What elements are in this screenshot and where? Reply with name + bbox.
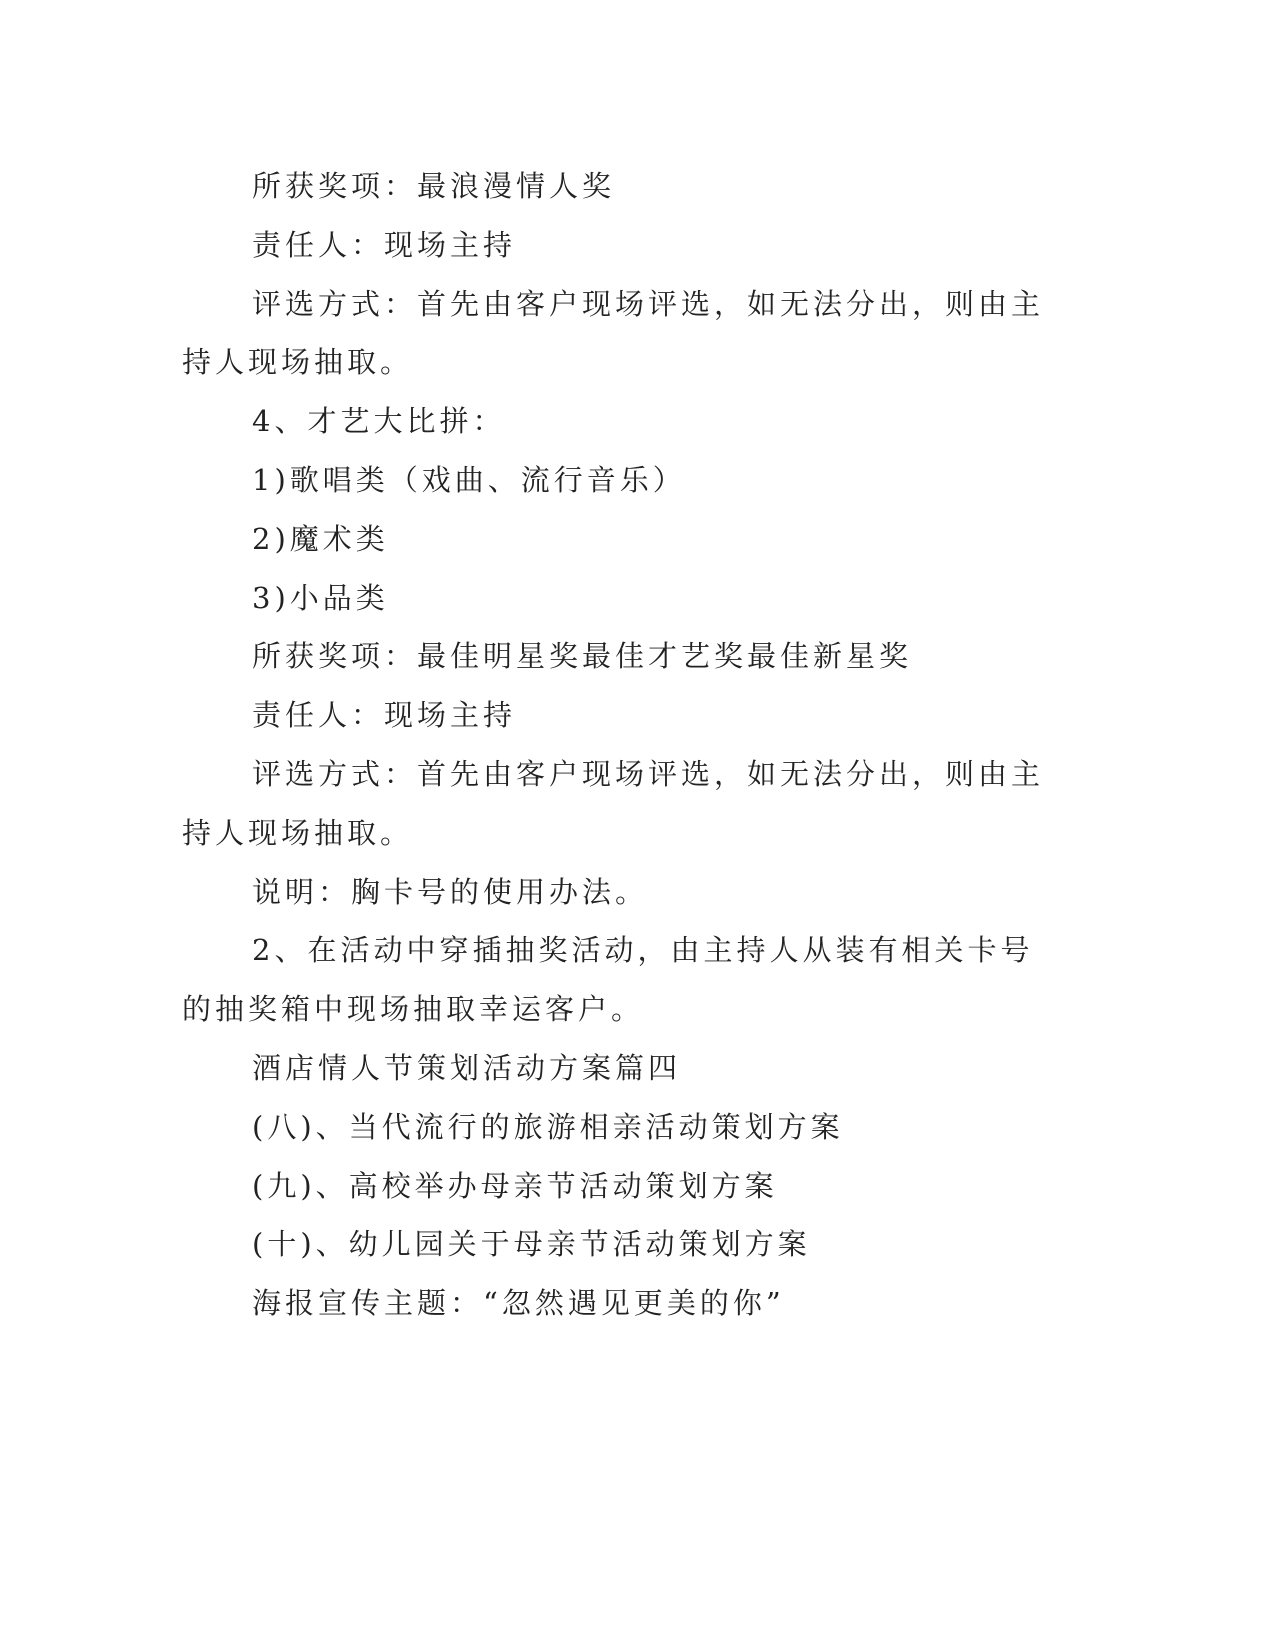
selection-method-paragraph: 评选方式：首先由客户现场评选，如无法分出，则由主持人现场抽取。 [182, 286, 1045, 380]
poster-theme-paragraph: 海报宣传主题：“忽然遇见更美的你” [252, 1286, 785, 1321]
list-item-kindergarten-mothers-day: (十)、幼儿园关于母亲节活动策划方案 [252, 1227, 811, 1262]
section-heading: 酒店情人节策划活动方案篇四 [252, 1050, 682, 1085]
list-item-magic: 2)魔术类 [252, 521, 389, 556]
list-item-travel-matchmaking: (八)、当代流行的旅游相亲活动策划方案 [252, 1109, 844, 1144]
selection-method-paragraph: 评选方式：首先由客户现场评选，如无法分出，则由主持人现场抽取。 [182, 756, 1045, 850]
responsible-paragraph: 责任人：现场主持 [252, 698, 517, 733]
lottery-paragraph: 2、在活动中穿插抽奖活动，由主持人从装有相关卡号的抽奖箱中现场抽取幸运客户。 [182, 933, 1034, 1027]
responsible-paragraph: 责任人：现场主持 [252, 227, 517, 262]
badge-usage-paragraph: 说明：胸卡号的使用办法。 [252, 874, 649, 909]
award-paragraph: 所获奖项：最佳明星奖最佳才艺奖最佳新星奖 [252, 639, 913, 674]
talent-contest-heading: 4、才艺大比拼： [252, 404, 506, 439]
list-item-singing: 1)歌唱类（戏曲、流行音乐） [252, 462, 686, 497]
list-item-university-mothers-day: (九)、高校举办母亲节活动策划方案 [252, 1168, 778, 1203]
list-item-sketch: 3)小品类 [252, 580, 389, 615]
award-paragraph: 所获奖项：最浪漫情人奖 [252, 169, 616, 203]
document-body [182, 157, 1062, 1333]
